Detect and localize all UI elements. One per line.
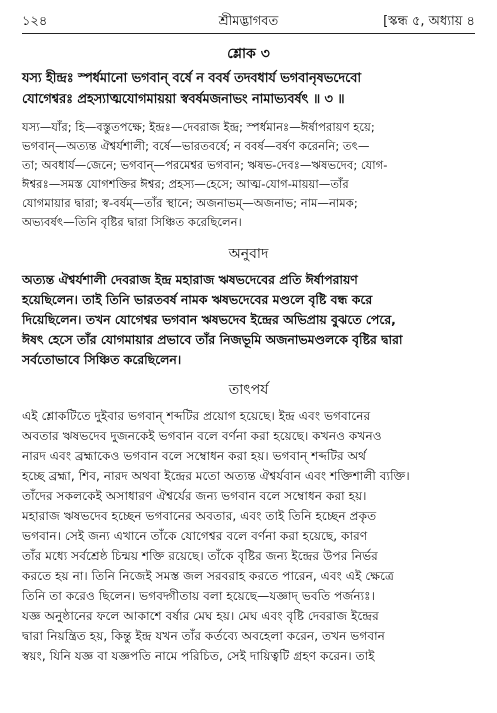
- translation-title: অনুবাদ: [228, 246, 269, 262]
- purport-line: হচ্ছে ব্রহ্মা, শিব, নারদ অথবা ইন্দ্রের মতো অত্যন্ত ঐশ্বর্যবান এবং শক্তিশালী ব্যক্তি।: [22, 469, 410, 483]
- synonyms-line: ভগবান্—অত্যন্ত ঐশ্বর্যশালী; বর্ষে—ভারতবর্ষে; ন ববর্ষ—বর্ষণ করেননি; তৎ—: [22, 139, 370, 153]
- translation-block: [22, 270, 475, 370]
- purport-line: মহারাজ ঋষভদেব হচ্ছেন ভগবানের অবতার, এবং তাই তিনি হচ্ছেন প্রকৃত: [22, 509, 377, 523]
- page-number: ১২৪: [22, 14, 48, 29]
- synonyms-line: যোগমায়ার দ্বারা; স্ব-বর্ষম্—তাঁর স্থানে; অজনাভম্—অজনাভ; নাম—নামক;: [22, 196, 358, 210]
- purport-line: ভগবান। সেই জন্য এখানে তাঁকে যোগেশ্বর বলে বর্ণনা করা হয়েছে, কারণ: [22, 529, 368, 543]
- synonyms-line: ঈশ্বরঃ—সমস্ত যোগশক্তির ঈশ্বর; প্রহস্য—হেসে; আত্ম-যোগ-মায়য়া—তাঁর: [22, 177, 349, 191]
- purport-line: করতে হয় না। তিনি নিজেই সমস্ত জল সরবরাহ করতে পারেন, এবং এই ক্ষেত্রে: [22, 569, 394, 583]
- purport-line: স্বয়ং, যিনি যজ্ঞ বা যজ্ঞপতি নামে পরিচিত, সেই দায়িত্বটি গ্রহণ করেন। তাই: [22, 649, 375, 663]
- purport-block: [22, 406, 475, 666]
- header-rule: [22, 33, 475, 34]
- translation-line: হয়েছিলেন। তাই তিনি ভারতবর্ষ নামক ঋষভদেবের মণ্ডলে বৃষ্টি বন্ধ করে: [22, 292, 373, 307]
- synonyms-block: [22, 118, 475, 232]
- synonyms-line: অভ্যবর্ষৎ—তিনি বৃষ্টির দ্বারা সিঞ্চিত করেছিলেন।: [22, 215, 242, 229]
- synonyms-line: তা; অবধার্য—জেনে; ভগবান্—পরমেশ্বর ভগবান; ঋষভ-দেবঃ—ঋষভদেব; যোগ-: [22, 158, 388, 172]
- translation-line: দিয়েছিলেন। তখন যোগেশ্বর ভগবান ঋষভদেব ইন্দ্রের অভিপ্রায় বুঝতে পেরে,: [22, 312, 396, 327]
- purport-line: তিনি তা করেও ছিলেন। ভগবদ্গীতায় বলা হয়েছে—যজ্ঞাদ্ ভবতি পর্জন্যঃ।: [22, 589, 376, 603]
- verse-label: শ্লোক ৩: [227, 46, 270, 62]
- verse-text: [22, 68, 475, 110]
- purport-title: তাৎপর্য: [228, 382, 269, 398]
- book-title: শ্রীমদ্ভাগবত: [218, 14, 279, 29]
- verse-line: যোগেশ্বরঃ প্রহস্যাত্মযোগমায়য়া স্ববর্ষমজনাভং নামাভ্যবর্ষৎ ॥ ৩ ॥: [22, 92, 345, 107]
- translation-line: সর্বতোভাবে সিঞ্চিত করেছিলেন।: [22, 352, 182, 367]
- purport-line: যজ্ঞ অনুষ্ঠানের ফলে আকাশে বর্ষার মেঘ হয়। মেঘ এবং বৃষ্টি দেবরাজ ইন্দ্রের: [22, 609, 379, 623]
- section-reference: [স্কন্ধ ৫, অধ্যায় ৪: [383, 14, 475, 29]
- page-header: [22, 10, 475, 32]
- translation-line: অত্যন্ত ঐশ্বর্যশালী দেবরাজ ইন্দ্র মহারাজ ঋষভদেবের প্রতি ঈর্ষাপরায়ণ: [22, 272, 358, 287]
- purport-line: দ্বারা নিয়ন্ত্রিত হয়, কিন্তু ইন্দ্র যখন তাঁর কর্তব্যে অবহেলা করেন, তখন ভগবান: [22, 629, 385, 643]
- purport-line: নারদ এবং ব্রহ্মাকেও ভগবান বলে সম্বোধন করা হয়। ভগবান্ শব্দটির অর্থ: [22, 449, 367, 463]
- purport-line: তাঁর মধ্যে সর্বশ্রেষ্ঠ চিন্ময় শক্তি রয়েছে। তাঁকে বৃষ্টির জন্য ইন্দ্রের উপর নির্ভর: [22, 549, 378, 563]
- translation-line: ঈষৎ হেসে তাঁর যোগমায়ার প্রভাবে তাঁর নিজভূমি অজনাভমণ্ডলকে বৃষ্টির দ্বারা: [22, 332, 403, 347]
- purport-line: তাঁদের সকলকেই অসাধারণ ঐশ্বর্যের জন্য ভগবান বলে সম্বোধন করা হয়।: [22, 489, 367, 503]
- verse-line: যস্য হীন্দ্রঃ স্পর্ধমানো ভগবান্ বর্ষে ন ববর্ষ তদবধার্য ভগবানৃষভদেবো: [22, 71, 362, 86]
- purport-line: এই শ্লোকটিতে দুইবার ভগবান্ শব্দটির প্রয়োগ হয়েছে। ইন্দ্র এবং ভগবানের: [22, 409, 371, 423]
- synonyms-line: যস্য—যাঁর; হি—বস্তুতপক্ষে; ইন্দ্রঃ—দেবরাজ ইন্দ্র; স্পর্ধমানঃ—ঈর্ষাপরায়ণ হয়ে;: [22, 120, 375, 134]
- purport-line: অবতার ঋষভদেব দুজনকেই ভগবান বলে বর্ণনা করা হয়েছে। কখনও কখনও: [22, 429, 382, 443]
